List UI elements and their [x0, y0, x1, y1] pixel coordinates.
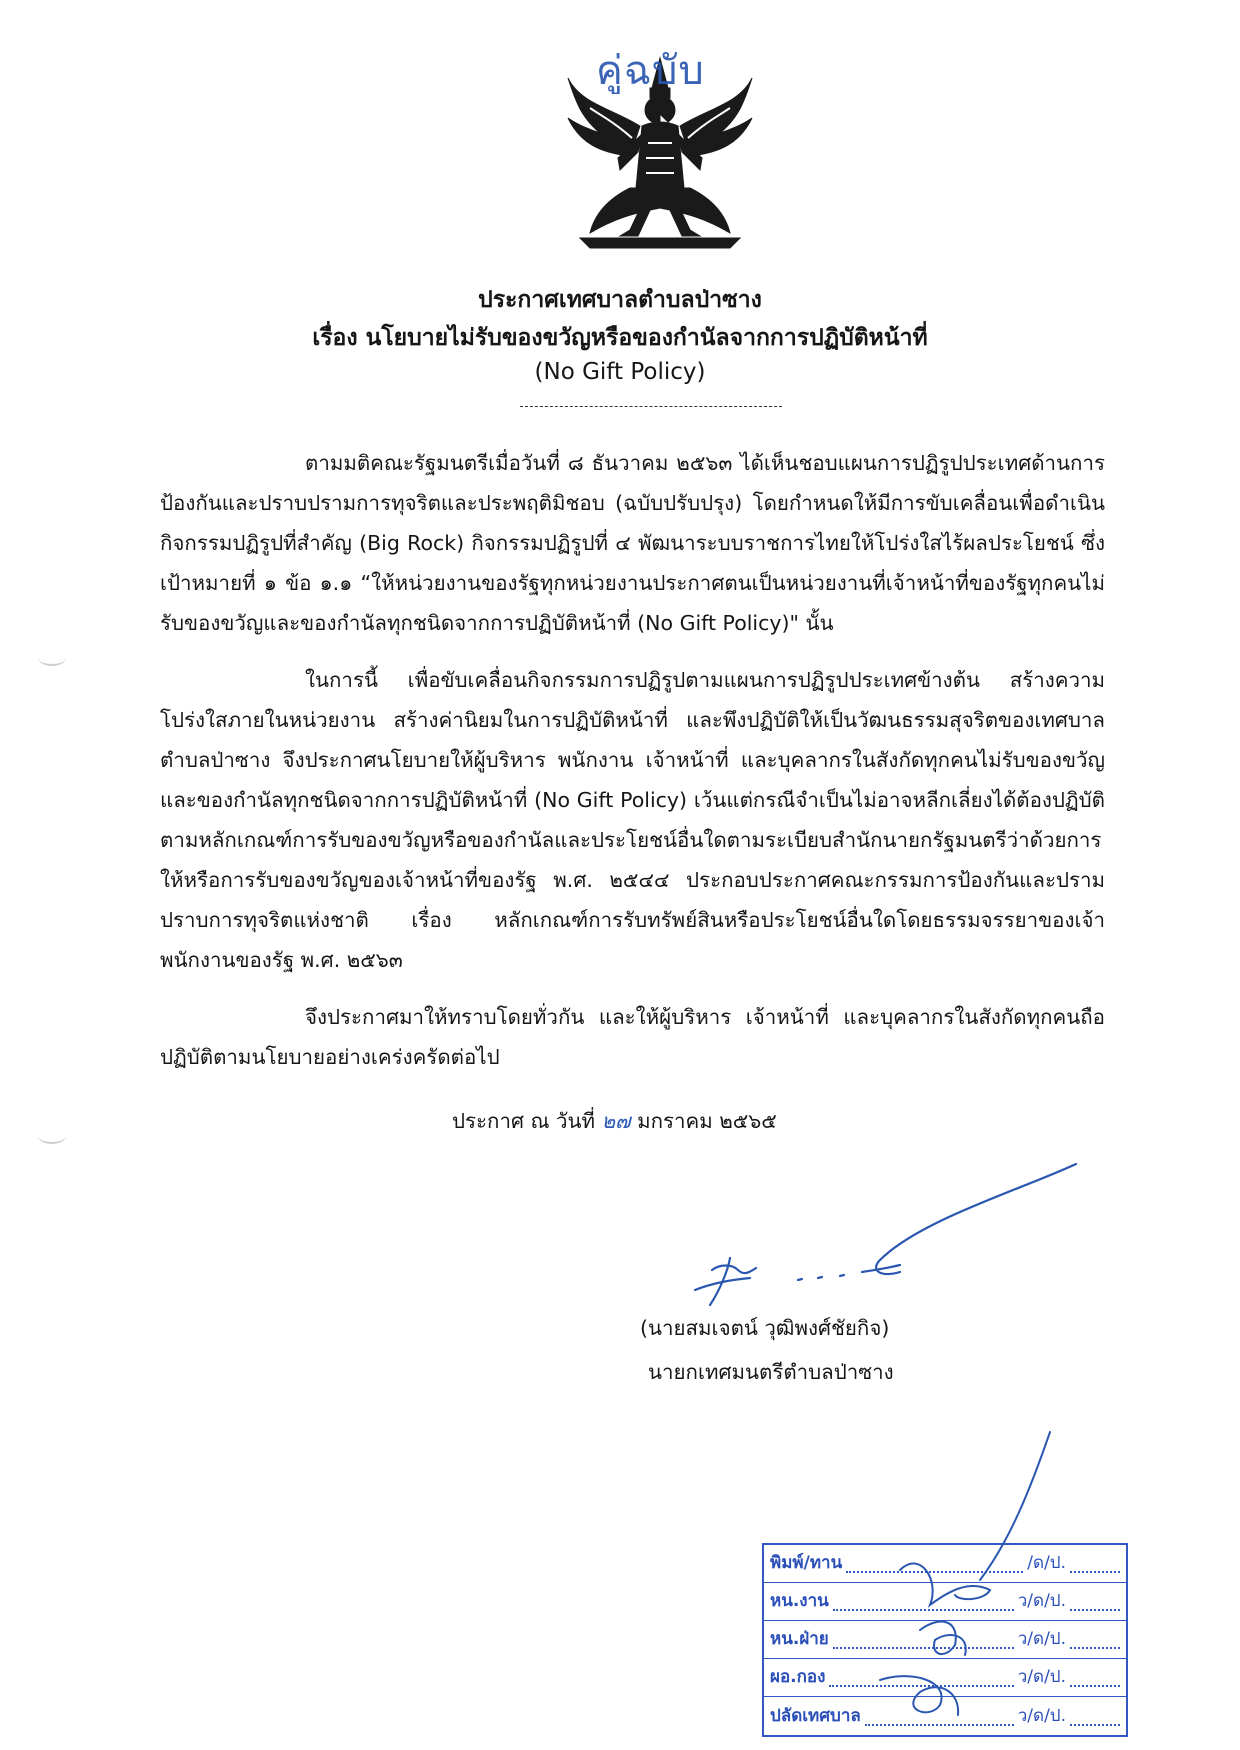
signer-position: นายกเทศมนตรีตำบลป่าซาง — [648, 1360, 894, 1384]
routing-row-date-format: ว/ด/ป. — [1017, 1706, 1066, 1726]
header-divider — [520, 406, 782, 407]
copy-stamp-label: คู่ฉบับ — [596, 48, 705, 94]
announcement-subtitle: (No Gift Policy) — [534, 359, 706, 385]
body-paragraph-1 — [160, 443, 1105, 643]
handwritten-initials — [860, 1430, 1060, 1730]
body-paragraph-3 — [160, 997, 1105, 1077]
body-paragraph-2 — [160, 660, 1105, 980]
signer-name: (นายสมเจตน์ วุฒิพงศ์ชัยกิจ) — [640, 1316, 890, 1340]
routing-row-label: หน.งาน — [770, 1591, 829, 1611]
routing-row-date-format: ว/ด/ป. — [1017, 1591, 1066, 1611]
routing-row-date-format: ว/ด/ป. — [1017, 1667, 1066, 1687]
dotted-line — [1070, 1685, 1120, 1687]
dotted-line — [1070, 1647, 1120, 1649]
dotted-line — [1070, 1571, 1120, 1573]
paragraph-text: จึงประกาศมาให้ทราบโดยทั่วกัน และให้ผู้บริหาร เจ้าหน้าที่ และบุคลากรในสังกัดทุกคนถือปฏิบัติตามนโยบายอย่างเคร่งครัดต่อไป — [160, 1005, 1105, 1069]
routing-row-date-format: /ด/ป. — [1027, 1553, 1066, 1573]
handwritten-signature — [640, 1160, 1080, 1320]
scan-hole-mark — [38, 1128, 66, 1144]
routing-row-date-format: ว/ด/ป. — [1017, 1629, 1066, 1649]
announcement-date — [452, 1105, 777, 1138]
paragraph-text: ตามมติคณะรัฐมนตรีเมื่อวันที่ ๘ ธันวาคม ๒๕๖๓ ได้เห็นชอบแผนการปฏิรูปประเทศด้านการป้องกันและปราบปรามการทุจริตและประพฤติมิชอบ (ฉบับปรับปรุง) โดยกำหนดให้มีการขับเคลื่อนเพื่อดำเนินกิจกรรมปฏิรูปที่สำคัญ (Big Rock) กิจกรรมปฏิรูปที่ ๔ พัฒนาระบบราชการไทยให้โปร่งใสไร้ผลประโยชน์ ซึ่งเป้าหมายที่ ๑ ข้อ ๑.๑ “ให้หน่วยงานของรัฐทุกหน่วยงานประกาศตนเป็นหน่วยงานที่เจ้าหน้าที่ของรัฐทุกคนไม่รับของขวัญและของกำนัลทุกชนิดจากการปฏิบัติหน้าที่ (No Gift Policy)" นั้น — [160, 451, 1105, 635]
date-month-year: มกราคม ๒๕๖๕ — [637, 1109, 777, 1133]
date-prefix: ประกาศ ณ วันที่ — [452, 1109, 596, 1133]
announcement-subject: เรื่อง นโยบายไม่รับของขวัญหรือของกำนัลจากการปฏิบัติหน้าที่ — [312, 325, 928, 351]
routing-row-label: พิมพ์/ทาน — [770, 1553, 843, 1573]
scan-hole-mark — [38, 650, 66, 666]
dotted-line — [1070, 1724, 1120, 1726]
date-day: ๒๗ — [601, 1109, 631, 1133]
announcement-title: ประกาศเทศบาลตำบลป่าซาง — [478, 287, 762, 313]
routing-row-label: ปลัดเทศบาล — [770, 1706, 861, 1726]
dotted-line — [1070, 1609, 1120, 1611]
paragraph-text: ในการนี้ เพื่อขับเคลื่อนกิจกรรมการปฏิรูปตามแผนการปฏิรูปประเทศข้างต้น สร้างความโปร่งใสภายในหน่วยงาน สร้างค่านิยมในการปฏิบัติหน้าที่ และพึงปฏิบัติให้เป็นวัฒนธรรมสุจริตของเทศบาลตำบลป่าซาง จึงประกาศนโยบายให้ผู้บริหาร พนักงาน เจ้าหน้าที่ และบุคลากรในสังกัดทุกคนไม่รับของขวัญและของกำนัลทุกชนิดจากการปฏิบัติหน้าที่ (No Gift Policy) เว้นแต่กรณีจำเป็นไม่อาจหลีกเลี่ยงได้ต้องปฏิบัติตามหลักเกณฑ์การรับของขวัญหรือของกำนัลและประโยชน์อื่นใดตามระเบียบสำนักนายกรัฐมนตรีว่าด้วยการให้หรือการรับของขวัญของเจ้าหน้าที่ของรัฐ พ.ศ. ๒๕๔๔ ประกอบประกาศคณะกรรมการป้องกันและปรามปราบการทุจริตแห่งชาติ เรื่อง หลักเกณฑ์การรับทรัพย์สินหรือประโยชน์อื่นใดโดยธรรมจรรยาของเจ้าพนักงานของรัฐ พ.ศ. ๒๕๖๓ — [160, 668, 1105, 972]
routing-row-label: ผอ.กอง — [770, 1667, 826, 1687]
routing-row-label: หน.ฝ่าย — [770, 1629, 829, 1649]
